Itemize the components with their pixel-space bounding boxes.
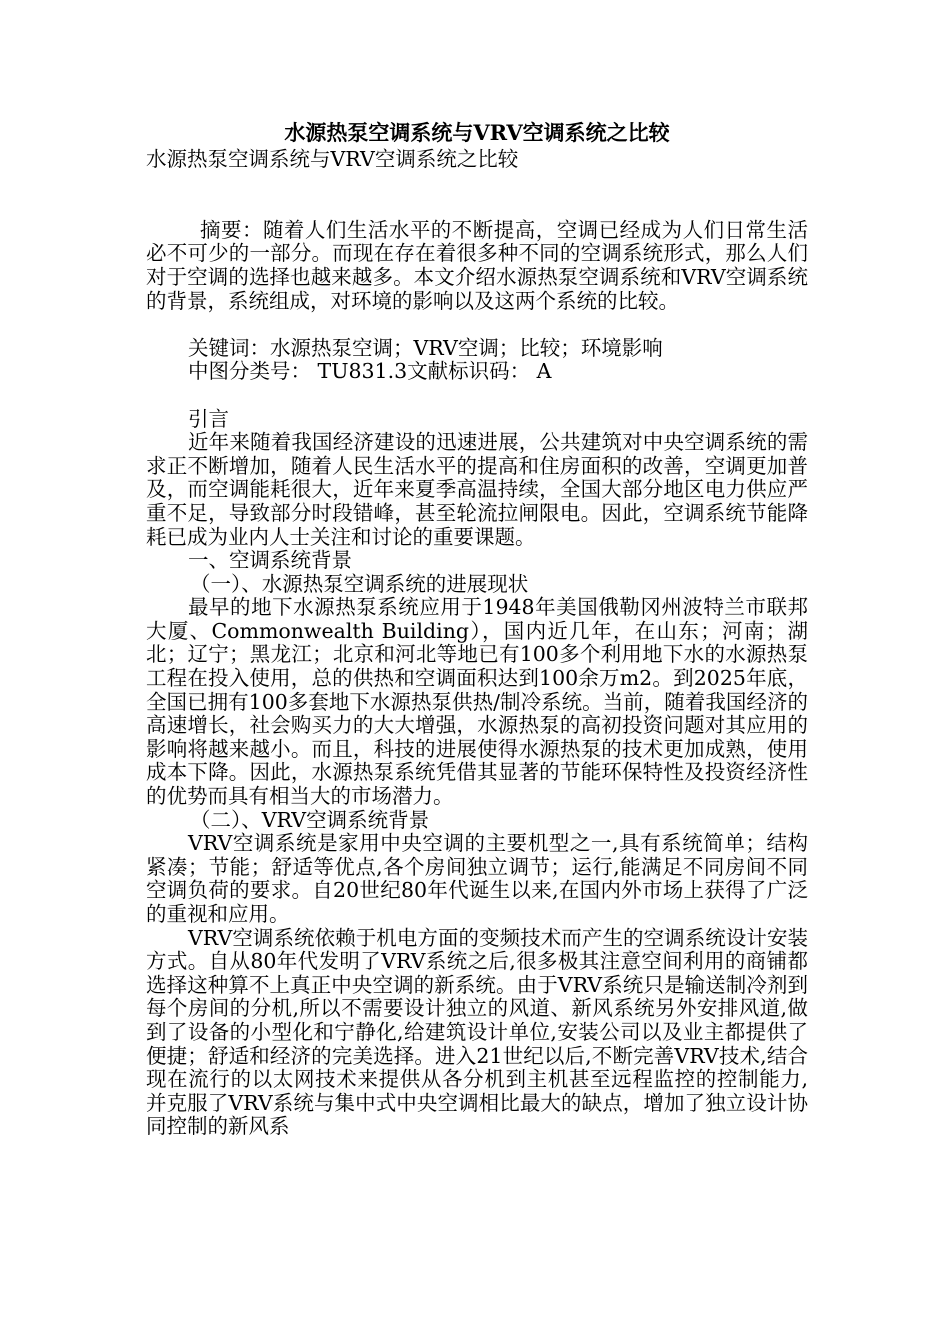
intro-paragraph: 近年来随着我国经济建设的迅速进展，公共建筑对中央空调系统的需求正不断增加，随着人民生活水平的提高和住房面积的改善，空调更加普及，而空调能耗很大，近年来夏季高温持续，全国大部分地区电力供应严重不足，导致部分时段错峰，甚至轮流拉闸限电。因此，空调系统节能降耗已成为业内人士关注和讨论的重要课题。: [146, 430, 808, 549]
spacer: [146, 384, 808, 408]
abstract-paragraph: 摘要：随着人们生活水平的不断提高，空调已经成为人们日常生活必不可少的一部分。而现在存在着很多种不同的空调系统形式，那么人们对于空调的选择也越来越多。本文介绍水源热泵空调系统和VRV空调系统的背景，系统组成，对环境的影响以及这两个系统的比较。: [146, 217, 808, 313]
water-source-paragraph: 最早的地下水源热泵系统应用于1948年美国俄勒冈州波特兰市联邦大厦、Commonwealth Building），国内近几年，在山东；河南；湖北；辽宁；黑龙江；北京和河北等地已有100多个利用地下水的水源热泵工程在投入使用，总的供热和空调面积达到100余万m2。到2025年底，全国已拥有100多套地下水源热泵供热/制冷系统。当前，随着我国经济的高速增长，社会购买力的大大增强，水源热泵的高初投资问题对其应用的影响将越来越小。而且，科技的进展使得水源热泵的技术更加成熟，使用成本下降。因此，水源热泵系统凭借其显著的节能环保特性及投资经济性的优势而具有相当大的市场潜力。: [146, 595, 808, 809]
document-subtitle: 水源热泵空调系统与VRV空调系统之比较: [146, 147, 519, 171]
keywords-line: 关键词：水源热泵空调；VRV空调；比较；环境影响: [188, 335, 663, 360]
section-heading: 一、空调系统背景: [188, 548, 352, 573]
intro-heading: 引言: [188, 406, 229, 431]
spacer: [146, 313, 808, 337]
classification-line: 中图分类号： TU831.3文献标识码： A: [188, 359, 552, 384]
vrv-paragraph: VRV空调系统是家用中央空调的主要机型之一,具有系统简单；结构紧凑；节能；舒适等优点,各个房间独立调节；运行,能满足不同房间不同空调负荷的要求。自20世纪80年代诞生以来,在国内外市场上获得了广泛的重视和应用。: [146, 831, 808, 926]
subsection-heading: （二）、VRV空调系统背景: [190, 807, 430, 832]
subsection-heading: （一）、水源热泵空调系统的进展现状: [190, 571, 529, 596]
document-title: 水源热泵空调系统与VRV空调系统之比较: [284, 120, 670, 145]
document-page: [146, 118, 808, 1139]
vrv-paragraph: VRV空调系统依赖于机电方面的变频技术而产生的空调系统设计安装方式。自从80年代发明了VRV系统之后,很多极其注意空间利用的商铺都选择这种算不上真正中央空调的新系统。由于VRV系统只是输送制冷剂到每个房间的分机,所以不需要设计独立的风道、新风系统另外安排风道,做到了设备的小型化和宁静化,给建筑设计单位,安装公司以及业主都提供了便捷；舒适和经济的完美选择。进入21世纪以后,不断完善VRV技术,结合现在流行的以太网技术来提供从各分机到主机甚至远程监控的控制能力,并克服了VRV系统与集中式中央空调相比最大的缺点，增加了独立设计协同控制的新风系: [146, 925, 808, 1139]
spacer: [146, 195, 808, 219]
